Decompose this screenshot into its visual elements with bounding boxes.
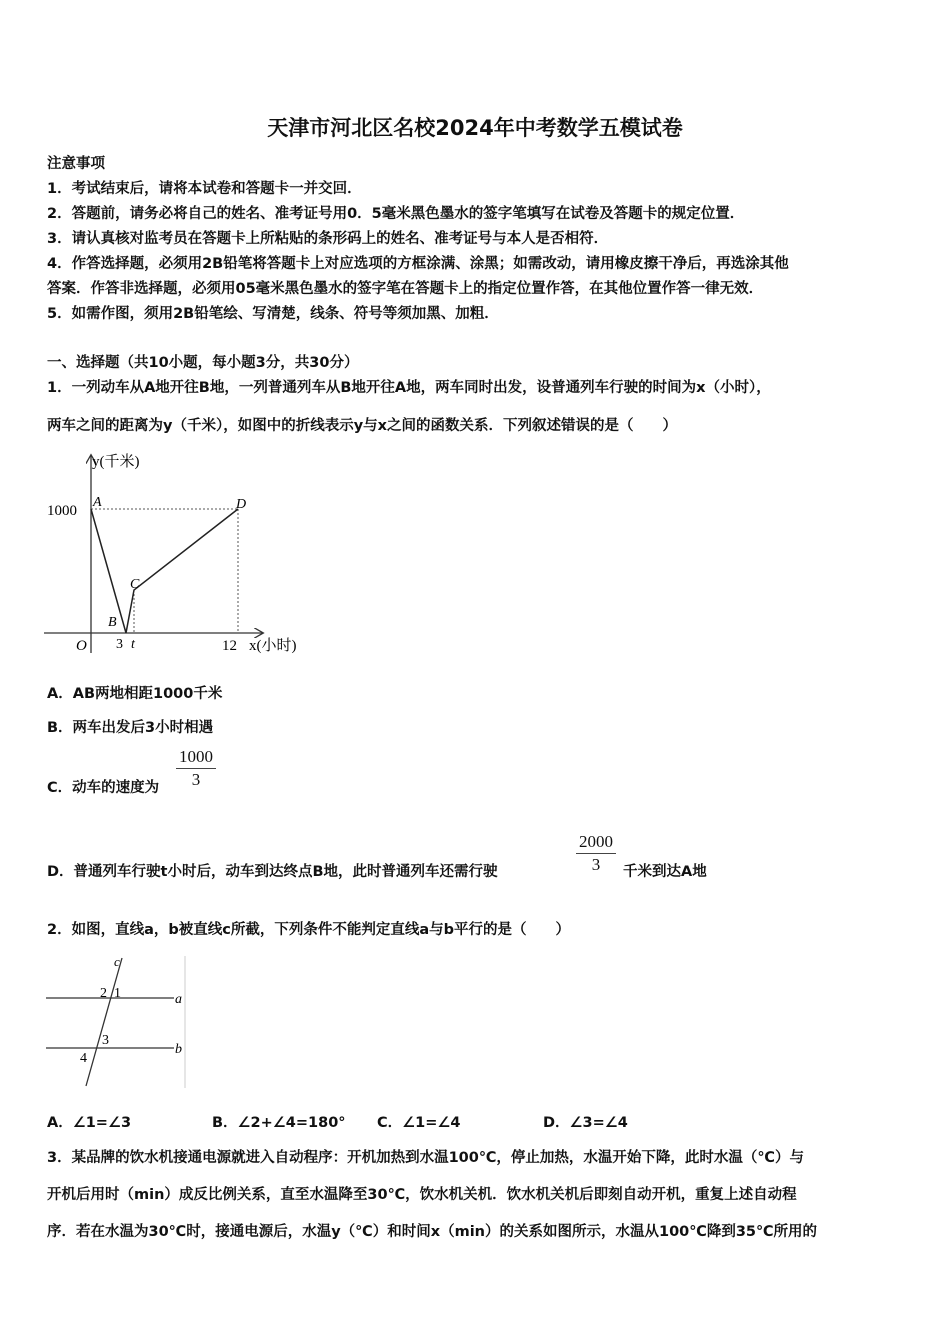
q1-option-d-tail: 千米到达A地 xyxy=(623,864,707,880)
note-item: 4．作答选择题，必须用2B铅笔将答题卡上对应选项的方框涂满、涂黑；如需改动，请用橡皮擦干净后，再选涂其他 xyxy=(47,256,789,272)
q1-stem-line2: 两车之间的距离为y（千米），如图中的折线表示y与x之间的函数关系．下列叙述错误的是（ ） xyxy=(47,418,678,434)
q1-option-a: A．AB两地相距1000千米 xyxy=(47,686,223,702)
angle-3-label: 3 xyxy=(102,1033,109,1048)
q2-stem: 2．如图，直线a，b被直线c所截，下列条件不能判定直线a与b平行的是（ ） xyxy=(47,922,571,938)
origin-label: O xyxy=(76,638,87,654)
y-tick-1000: 1000 xyxy=(47,503,77,519)
angle-1-label: 1 xyxy=(114,986,121,1001)
q2-option-b: B．∠2+∠4=180° xyxy=(212,1115,346,1131)
fraction-numerator: 1000 xyxy=(176,747,216,769)
label-a: a xyxy=(175,992,182,1007)
page-title: 天津市河北区名校2024年中考数学五模试卷 xyxy=(267,116,683,140)
x-tick-3: 3 xyxy=(116,637,123,652)
q3-stem-line3: 序．若在水温为30℃时，接通电源后，水温y（℃）和时间x（min）的关系如图所示，水温从100℃降到35℃所用的 xyxy=(47,1224,818,1240)
q1-option-c-fraction xyxy=(176,747,216,790)
q1-option-b: B．两车出发后3小时相遇 xyxy=(47,720,214,736)
fraction-numerator: 2000 xyxy=(576,832,616,854)
x-axis-label: x(小时) xyxy=(249,638,297,654)
note-item: 答案．作答非选择题，必须用05毫米黑色墨水的签字笔在答题卡上的指定位置作答，在其他位置作答一律无效． xyxy=(47,281,764,297)
point-B-label: B xyxy=(108,615,117,630)
note-item: 5．如需作图，须用2B铅笔绘、写清楚，线条、符号等须加黑、加粗． xyxy=(47,306,499,322)
point-D-label: D xyxy=(236,497,247,512)
q2-option-c: C．∠1=∠4 xyxy=(377,1115,461,1131)
note-item: 2．答题前，请务必将自己的姓名、准考证号用0．5毫米黑色墨水的签字笔填写在试卷及答题卡的规定位置． xyxy=(47,206,745,222)
line-c xyxy=(86,958,122,1086)
q1-option-d: D．普通列车行驶t小时后，动车到达终点B地，此时普通列车还需行驶 xyxy=(47,864,498,880)
x-tick-12: 12 xyxy=(222,638,237,654)
notes-heading: 注意事项 xyxy=(47,156,105,172)
section-heading: 一、选择题（共10小题，每小题3分，共30分） xyxy=(47,355,359,371)
fraction-denominator: 3 xyxy=(191,770,201,789)
q3-stem-line1: 3．某品牌的饮水机接通电源就进入自动程序：开机加热到水温100℃，停止加热，水温开始下降，此时水温（℃）与 xyxy=(47,1150,804,1166)
q1-stem-line1: 1．一列动车从A地开往B地，一列普通列车从B地开往A地，两车同时出发，设普通列车行驶的时间为x（小时）， xyxy=(47,380,771,396)
label-c: c xyxy=(114,954,120,969)
note-item: 1．考试结束后，请将本试卷和答题卡一并交回． xyxy=(47,181,362,197)
point-A-label: A xyxy=(93,495,102,510)
note-item: 3．请认真核对监考员在答题卡上所粘贴的条形码上的姓名、准考证号与本人是否相符． xyxy=(47,231,609,247)
q2-figure xyxy=(44,952,189,1092)
q1-graph xyxy=(44,448,309,660)
x-tick-t: t xyxy=(131,637,135,652)
angle-2-label: 2 xyxy=(100,986,107,1001)
fraction-denominator: 3 xyxy=(591,855,601,874)
y-axis-label: y(千米) xyxy=(92,454,140,470)
q3-stem-line2: 开机后用时（min）成反比例关系，直至水温降至30℃，饮水机关机．饮水机关机后即刻自动开机，重复上述自动程 xyxy=(47,1187,797,1203)
point-C-label: C xyxy=(130,577,140,592)
label-b: b xyxy=(175,1042,182,1057)
q1-option-c: C．动车的速度为 xyxy=(47,780,160,796)
angle-4-label: 4 xyxy=(80,1051,87,1066)
q1-option-d-fraction xyxy=(576,832,616,875)
q2-option-a: A．∠1=∠3 xyxy=(47,1115,132,1131)
q2-option-d: D．∠3=∠4 xyxy=(543,1115,628,1131)
